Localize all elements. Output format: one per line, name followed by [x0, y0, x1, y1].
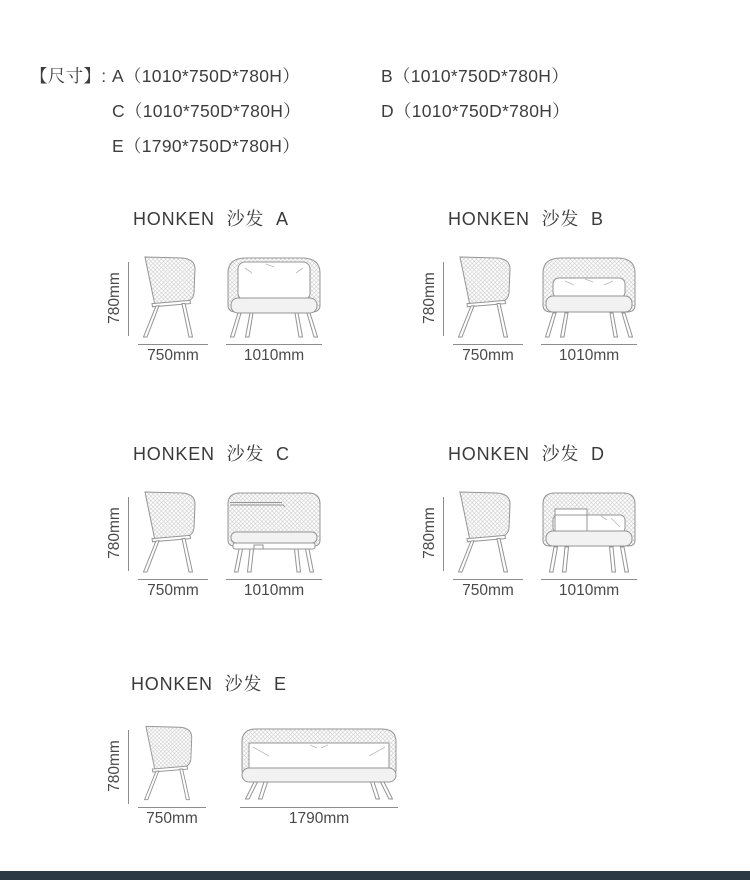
size-entry-e: E（1790*750D*780H）: [112, 136, 300, 156]
height-dimension: [421, 262, 444, 336]
width-dimension-label: 1010mm: [243, 347, 305, 364]
height-dimension: [421, 497, 444, 571]
section-sofa-a: [105, 195, 415, 375]
sofa-side-view-drawing: [132, 255, 204, 339]
height-dimension: [106, 730, 129, 804]
sofa-side-view-drawing: [134, 724, 200, 802]
width-dimension-label: 1010mm: [558, 347, 620, 364]
height-dimension-label: 780mm: [421, 272, 438, 324]
height-dimension: [106, 497, 129, 571]
sofa-side-view-drawing: [447, 490, 519, 574]
sofa-side-view-drawing: [447, 255, 519, 339]
section-sofa-d: [420, 430, 730, 610]
dimension-line: [541, 579, 637, 580]
height-dimension-label: 780mm: [106, 740, 123, 792]
dimension-line: [443, 497, 444, 571]
dimension-line: [453, 579, 523, 580]
size-entry-b: B（1010*750D*780H）: [381, 66, 569, 86]
width-dimension: [240, 807, 398, 828]
dimension-line: [453, 344, 523, 345]
width-dimension: [541, 579, 637, 600]
width-dimension: [541, 344, 637, 365]
depth-dimension: [138, 344, 208, 365]
depth-dimension: [453, 579, 523, 600]
dimension-line: [128, 730, 129, 804]
section-title: HONKEN 沙发 A: [133, 209, 289, 229]
section-title: HONKEN 沙发 C: [133, 444, 290, 464]
height-dimension-label: 780mm: [421, 507, 438, 559]
sofa-side-view-drawing: [132, 490, 204, 574]
dimension-line: [128, 497, 129, 571]
depth-dimension: [138, 807, 206, 828]
sofa-front-view-drawing: [240, 726, 398, 802]
width-dimension: [226, 344, 322, 365]
dimension-line: [138, 344, 208, 345]
height-dimension-label: 780mm: [106, 507, 123, 559]
size-entry-a: A（1010*750D*780H）: [112, 66, 300, 86]
depth-dimension-label: 750mm: [147, 347, 199, 364]
size-entry-c: C（1010*750D*780H）: [112, 101, 301, 121]
size-entry-d: D（1010*750D*780H）: [381, 101, 570, 121]
width-dimension: [226, 579, 322, 600]
dimension-line: [128, 262, 129, 336]
dimension-line: [226, 579, 322, 580]
section-title: HONKEN 沙发 E: [131, 674, 287, 694]
depth-dimension: [138, 579, 208, 600]
section-sofa-b: [420, 195, 730, 375]
depth-dimension: [453, 344, 523, 365]
dimension-line: [226, 344, 322, 345]
width-dimension-label: 1790mm: [288, 810, 350, 827]
section-sofa-e: [100, 660, 440, 840]
depth-dimension-label: 750mm: [146, 810, 198, 827]
sofa-front-view-drawing: [226, 255, 322, 339]
sofa-front-view-drawing: [226, 490, 322, 574]
footer-divider-bar: [0, 871, 750, 880]
dimension-line: [138, 807, 206, 808]
dimension-line: [443, 262, 444, 336]
sofa-front-view-drawing: [541, 490, 637, 574]
dimension-line: [541, 344, 637, 345]
dimension-line: [138, 579, 208, 580]
sofa-front-view-drawing: [541, 255, 637, 339]
height-dimension-label: 780mm: [106, 272, 123, 324]
section-title: HONKEN 沙发 D: [448, 444, 605, 464]
height-dimension: [106, 262, 129, 336]
section-sofa-c: [105, 430, 415, 610]
size-list-prefix: 【尺寸】:: [30, 66, 107, 86]
width-dimension-label: 1010mm: [558, 582, 620, 599]
section-title: HONKEN 沙发 B: [448, 209, 604, 229]
depth-dimension-label: 750mm: [462, 582, 514, 599]
dimension-line: [240, 807, 398, 808]
width-dimension-label: 1010mm: [243, 582, 305, 599]
depth-dimension-label: 750mm: [462, 347, 514, 364]
depth-dimension-label: 750mm: [147, 582, 199, 599]
